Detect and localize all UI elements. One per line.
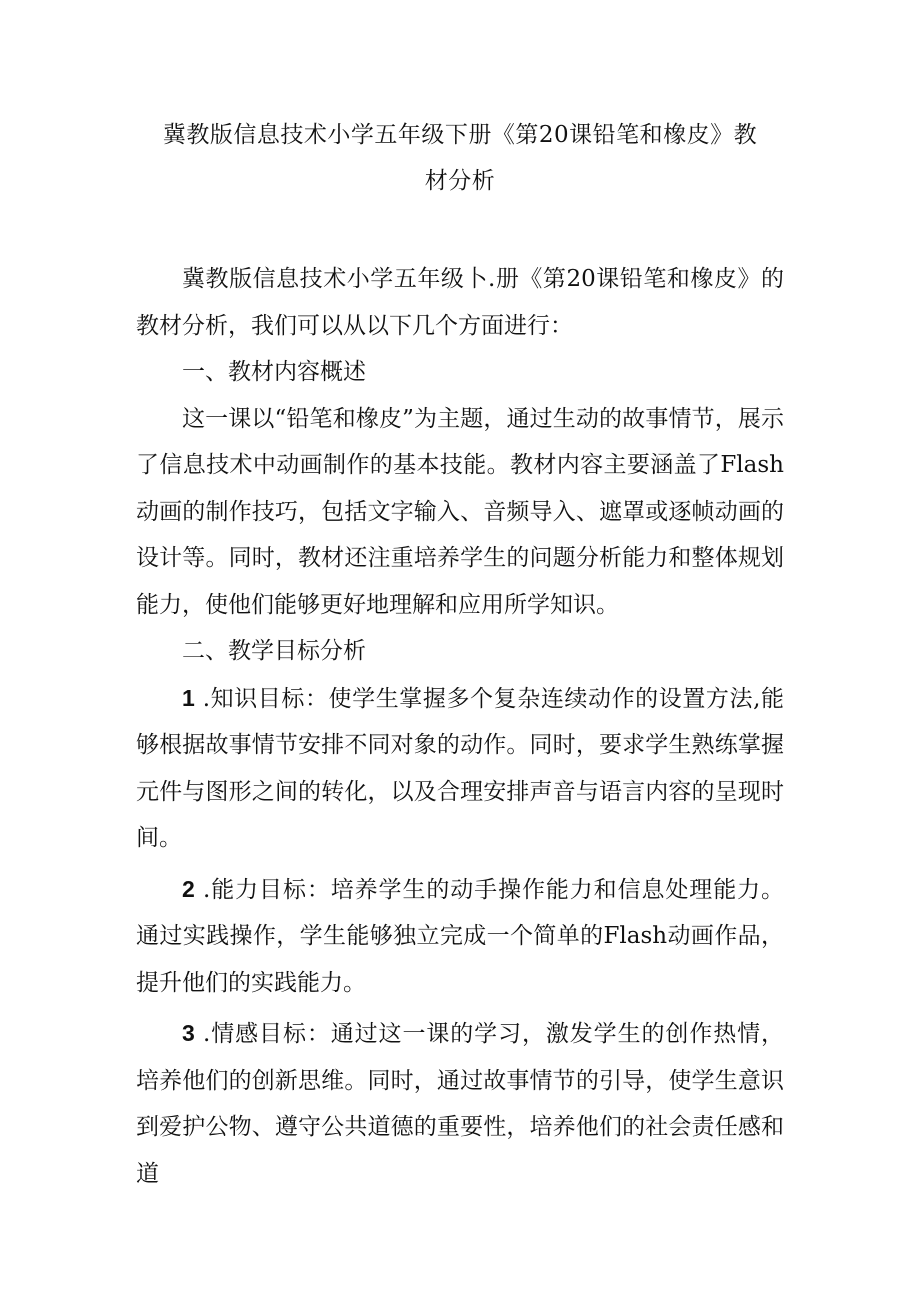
- intro-paragraph: 冀教版信息技术小学五年级卜.册《第20课铅笔和橡皮》的教材分析，我们可以从以下几个方面进行：: [136, 266, 784, 339]
- goal-number: 2: [182, 875, 195, 902]
- title-line-2: 材分析: [424, 168, 496, 194]
- goal-item-3: [136, 1010, 784, 1197]
- section-1-paragraph: 这一课以“铅笔和橡皮”为主题，通过生动的故事情节，展示了信息技术中动画制作的基本技能。教材内容主要涵盖了Flash动画的制作技巧，包括文字输入、音频导入、遮罩或逐帧动画的设计等。同时，教材还注重培养学生的问题分析能力和整体规划能力，使他们能够更好地理解和应用所学知识。: [136, 405, 784, 618]
- goal-number: 3: [182, 1020, 195, 1046]
- document-body: [136, 256, 784, 1197]
- section-2-heading: 二、教学目标分析: [182, 638, 366, 664]
- goal-text: .知识目标：使学生掌握多个复杂连续动作的设置方法,能够根据故事情节安排不同对象的动作。同时，要求学生熟练掌握元件与图形之间的转化，以及合理安排声音与语言内容的呈现时间。: [136, 685, 785, 851]
- section-1-heading: 一、教材内容概述: [182, 359, 366, 385]
- goal-text: .情感目标：通过这一课的学习，激发学生的创作热情，培养他们的创新思维。同时，通过故事情节的引导，使学生意识到爱护公物、遵守公共道德的重要性，培养他们的社会责任感和道: [136, 1021, 785, 1187]
- title-line-1: 冀教版信息技术小学五年级下册《第20课铅笔和橡皮》教: [162, 122, 758, 148]
- goal-number: 1: [182, 684, 195, 711]
- goal-item-2: [136, 866, 784, 1007]
- document-title: [150, 112, 770, 204]
- goal-item-1: [136, 675, 784, 862]
- goal-text: .能力目标：培养学生的动手操作能力和信息处理能力。通过实践操作，学生能够独立完成一个简单的Flash动画作品，提升他们的实践能力。: [136, 876, 785, 996]
